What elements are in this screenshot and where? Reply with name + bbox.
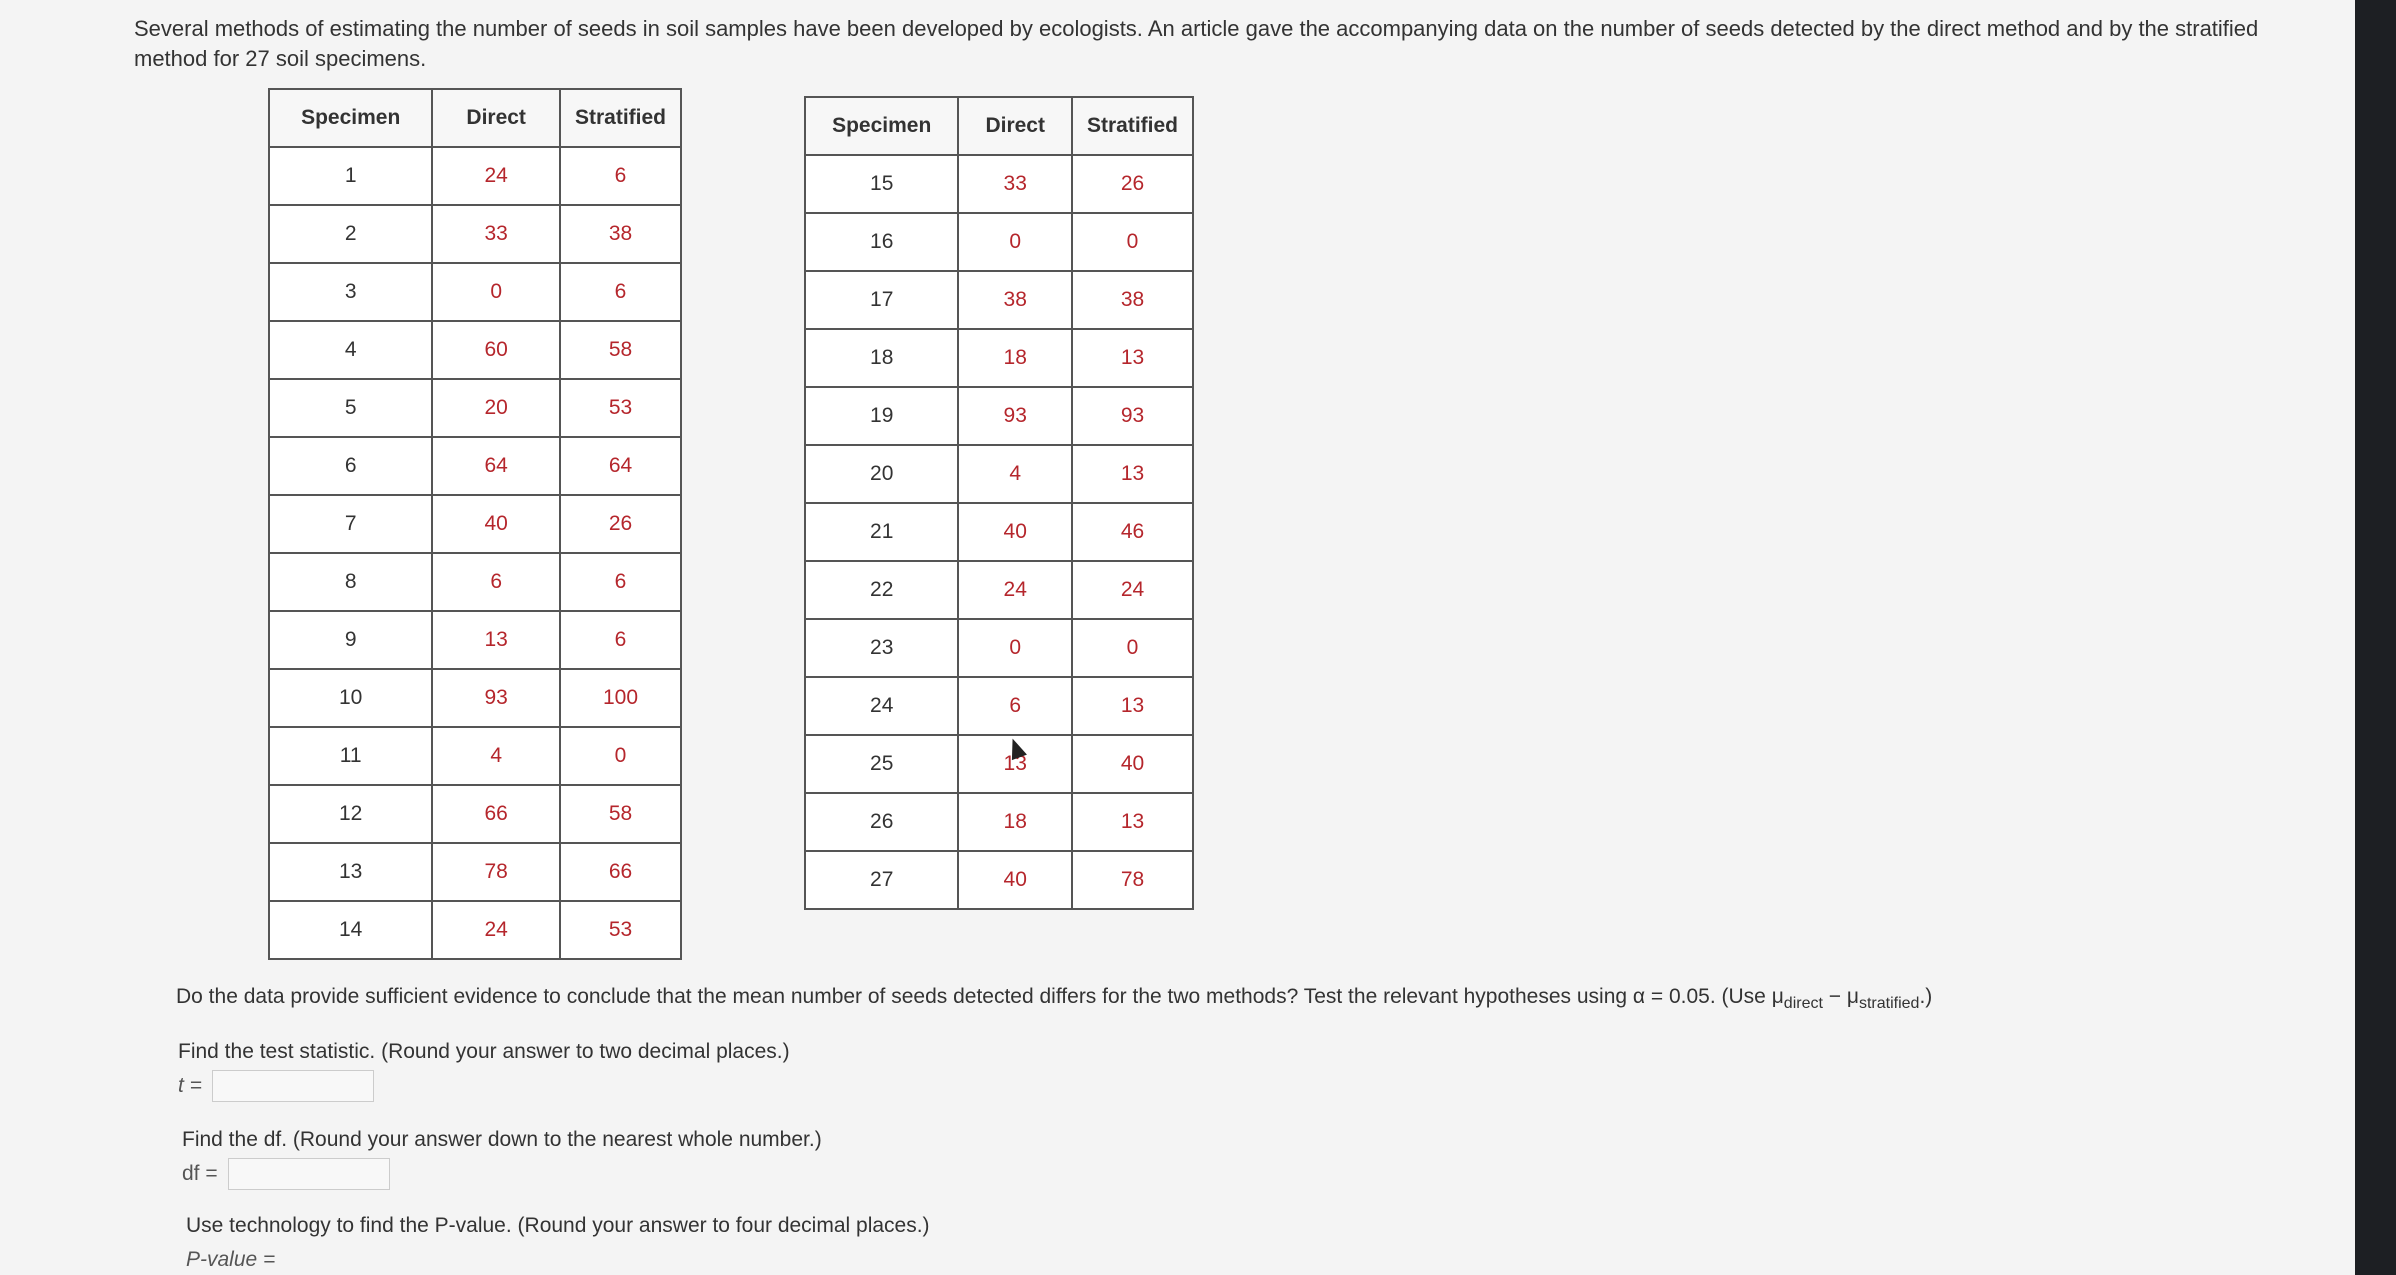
table-row	[805, 619, 1193, 677]
question-end: .)	[1919, 985, 1933, 1008]
question-sub-stratified: stratified	[1858, 995, 1920, 1013]
stratified-cell: 38	[1072, 271, 1193, 329]
stratified-cell: 46	[1072, 503, 1193, 561]
specimen-cell: 9	[269, 611, 432, 669]
specimen-cell: 7	[269, 495, 432, 553]
question-text	[176, 985, 1932, 1013]
stratified-cell: 58	[560, 321, 681, 379]
stratified-cell: 13	[1072, 677, 1193, 735]
specimen-cell: 13	[269, 843, 432, 901]
specimen-cell: 3	[269, 263, 432, 321]
stratified-cell: 64	[560, 437, 681, 495]
monitor-bezel	[2355, 0, 2396, 1275]
p-value-prompt: Use technology to find the P-value. (Round your answer to four decimal places.)	[186, 1214, 930, 1237]
specimen-cell: 26	[805, 793, 958, 851]
header-direct: Direct	[432, 89, 560, 147]
header-stratified: Stratified	[560, 89, 681, 147]
table-row	[805, 793, 1193, 851]
specimen-cell: 25	[805, 735, 958, 793]
stratified-cell: 26	[560, 495, 681, 553]
question-sub-direct: direct	[1783, 995, 1823, 1013]
stratified-cell: 13	[1072, 793, 1193, 851]
header-stratified: Stratified	[1072, 97, 1193, 155]
table-row	[805, 735, 1193, 793]
test-statistic-row	[178, 1070, 374, 1102]
direct-cell: 78	[432, 843, 560, 901]
table-row	[269, 147, 681, 205]
question-minus: − μ	[1822, 985, 1859, 1008]
table-row	[805, 387, 1193, 445]
direct-cell: 0	[958, 213, 1072, 271]
specimen-cell: 19	[805, 387, 958, 445]
stratified-cell: 6	[560, 147, 681, 205]
table-header-row	[805, 97, 1193, 155]
test-statistic-prompt: Find the test statistic. (Round your answer to two decimal places.)	[178, 1040, 790, 1063]
table-row	[269, 553, 681, 611]
specimen-cell: 23	[805, 619, 958, 677]
specimen-cell: 4	[269, 321, 432, 379]
question-main: Do the data provide sufficient evidence to conclude that the mean number of seeds detected differs for the two methods? Test the relevant hypotheses using α = 0.05. (Use μ	[176, 985, 1784, 1008]
specimen-cell: 17	[805, 271, 958, 329]
direct-cell: 60	[432, 321, 560, 379]
header-specimen: Specimen	[805, 97, 958, 155]
specimen-cell: 21	[805, 503, 958, 561]
specimen-cell: 8	[269, 553, 432, 611]
stratified-cell: 53	[560, 901, 681, 959]
seed-data-table-left	[268, 88, 682, 960]
stratified-cell: 6	[560, 553, 681, 611]
p-value-label: P-value =	[186, 1248, 276, 1271]
direct-cell: 40	[432, 495, 560, 553]
table-row	[805, 677, 1193, 735]
table-row	[805, 561, 1193, 619]
stratified-cell: 0	[1072, 213, 1193, 271]
direct-cell: 33	[432, 205, 560, 263]
direct-cell: 4	[432, 727, 560, 785]
df-label: df =	[182, 1162, 218, 1185]
table-row	[269, 611, 681, 669]
t-label: t =	[178, 1074, 202, 1097]
table-row	[269, 263, 681, 321]
specimen-cell: 1	[269, 147, 432, 205]
stratified-cell: 13	[1072, 445, 1193, 503]
stratified-cell: 100	[560, 669, 681, 727]
stratified-cell: 13	[1072, 329, 1193, 387]
specimen-cell: 14	[269, 901, 432, 959]
stratified-cell: 0	[560, 727, 681, 785]
specimen-cell: 27	[805, 851, 958, 909]
df-input[interactable]	[228, 1158, 390, 1190]
stratified-cell: 93	[1072, 387, 1193, 445]
direct-cell: 13	[432, 611, 560, 669]
header-specimen: Specimen	[269, 89, 432, 147]
stratified-cell: 0	[1072, 619, 1193, 677]
table-row	[269, 843, 681, 901]
seed-data-table-right	[804, 96, 1194, 910]
specimen-cell: 24	[805, 677, 958, 735]
direct-cell: 64	[432, 437, 560, 495]
specimen-cell: 15	[805, 155, 958, 213]
table-row	[805, 445, 1193, 503]
stratified-cell: 40	[1072, 735, 1193, 793]
table-row	[269, 495, 681, 553]
specimen-cell: 22	[805, 561, 958, 619]
direct-cell: 18	[958, 329, 1072, 387]
direct-cell: 93	[958, 387, 1072, 445]
table-row	[805, 155, 1193, 213]
direct-cell: 18	[958, 793, 1072, 851]
table-row	[269, 379, 681, 437]
direct-cell: 40	[958, 503, 1072, 561]
table-row	[269, 437, 681, 495]
direct-cell: 38	[958, 271, 1072, 329]
stratified-cell: 53	[560, 379, 681, 437]
table-row	[269, 727, 681, 785]
direct-cell: 6	[432, 553, 560, 611]
table-row	[805, 329, 1193, 387]
stratified-cell: 66	[560, 843, 681, 901]
specimen-cell: 16	[805, 213, 958, 271]
direct-cell: 66	[432, 785, 560, 843]
table-row	[805, 271, 1193, 329]
table-row	[269, 669, 681, 727]
specimen-cell: 10	[269, 669, 432, 727]
direct-cell: 13	[958, 735, 1072, 793]
stratified-cell: 26	[1072, 155, 1193, 213]
specimen-cell: 11	[269, 727, 432, 785]
table-row	[805, 503, 1193, 561]
specimen-cell: 20	[805, 445, 958, 503]
direct-cell: 24	[432, 147, 560, 205]
specimen-cell: 2	[269, 205, 432, 263]
stratified-cell: 6	[560, 263, 681, 321]
table-row	[269, 785, 681, 843]
table-row	[805, 213, 1193, 271]
specimen-cell: 5	[269, 379, 432, 437]
table-header-row	[269, 89, 681, 147]
df-row	[182, 1158, 390, 1190]
direct-cell: 0	[432, 263, 560, 321]
table-row	[269, 901, 681, 959]
direct-cell: 6	[958, 677, 1072, 735]
direct-cell: 24	[432, 901, 560, 959]
direct-cell: 93	[432, 669, 560, 727]
direct-cell: 33	[958, 155, 1072, 213]
stratified-cell: 58	[560, 785, 681, 843]
table-row	[805, 851, 1193, 909]
table-row	[269, 321, 681, 379]
specimen-cell: 12	[269, 785, 432, 843]
stratified-cell: 78	[1072, 851, 1193, 909]
stratified-cell: 6	[560, 611, 681, 669]
direct-cell: 0	[958, 619, 1072, 677]
direct-cell: 24	[958, 561, 1072, 619]
stratified-cell: 24	[1072, 561, 1193, 619]
specimen-cell: 6	[269, 437, 432, 495]
stratified-cell: 38	[560, 205, 681, 263]
t-input[interactable]	[212, 1070, 374, 1102]
header-direct: Direct	[958, 97, 1072, 155]
direct-cell: 40	[958, 851, 1072, 909]
direct-cell: 4	[958, 445, 1072, 503]
problem-intro: Several methods of estimating the number of seeds in soil samples have been developed by ecologists. An article gave the accompanying data on the number of seeds detected by the direct method and by the stratified method for 27 soil specimens.	[134, 16, 2259, 71]
df-prompt: Find the df. (Round your answer down to the nearest whole number.)	[182, 1128, 822, 1151]
specimen-cell: 18	[805, 329, 958, 387]
table-row	[269, 205, 681, 263]
direct-cell: 20	[432, 379, 560, 437]
p-value-row	[186, 1248, 275, 1272]
